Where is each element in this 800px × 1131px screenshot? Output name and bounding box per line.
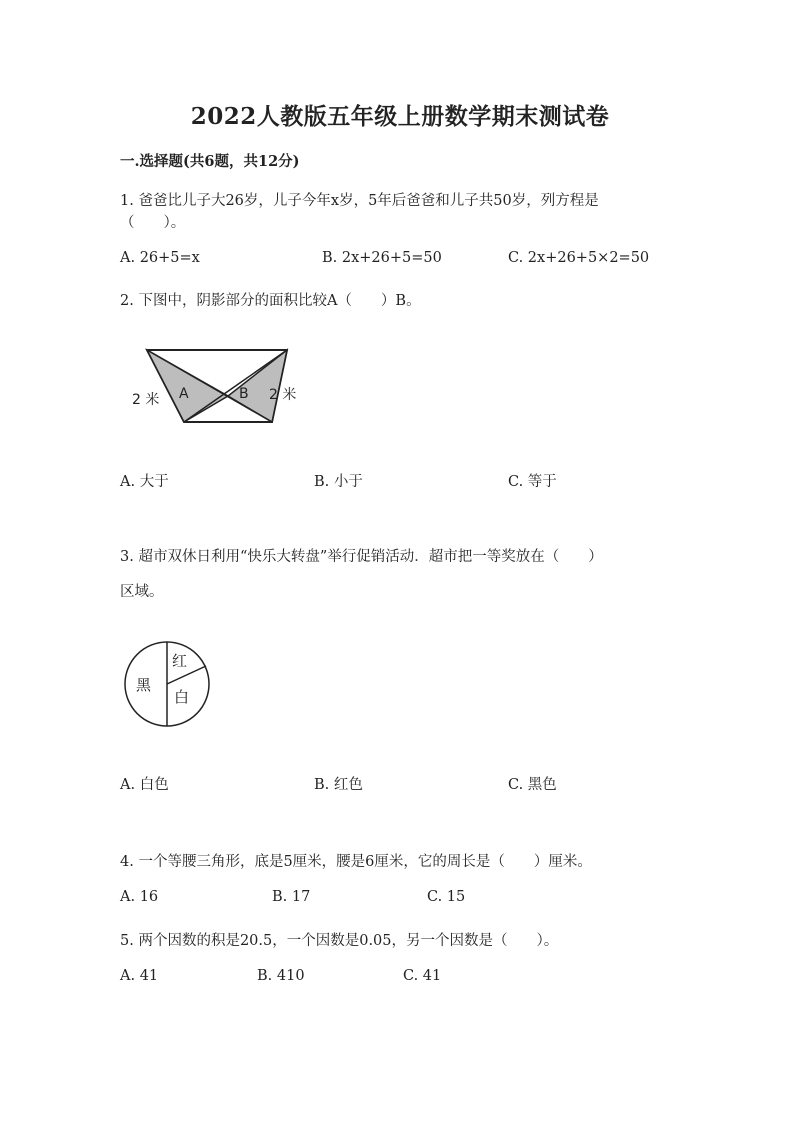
question-2-option-c[interactable]: C. 等于 — [508, 474, 557, 490]
question-5-option-c[interactable]: C. 41 — [403, 968, 442, 984]
section-heading: 一.选择题(共6题，共12分) — [120, 153, 300, 170]
question-4-option-b[interactable]: B. 17 — [272, 889, 311, 905]
question-2-option-a[interactable]: A. 大于 — [120, 474, 169, 490]
region-black-label: 黑 — [136, 676, 152, 694]
question-2-option-b[interactable]: B. 小于 — [314, 474, 363, 490]
question-1-option-a[interactable]: A. 26+5=x — [120, 250, 200, 266]
question-3-text-cont: 区域。 — [120, 584, 164, 600]
right-length-label: 2 米 — [269, 387, 297, 403]
label-a: A — [179, 386, 189, 402]
question-3-option-a[interactable]: A. 白色 — [120, 777, 169, 793]
question-1-text: 1. 爸爸比儿子大26岁，儿子今年x岁，5年后爸爸和儿子共50岁，列方程是 — [120, 193, 599, 209]
question-5-text: 5. 两个因数的积是20.5，一个因数是0.05，另一个因数是（ ）。 — [120, 933, 559, 949]
question-3-text: 3. 超市双休日利用“快乐大转盘”举行促销活动．超市把一等奖放在（ ） — [120, 549, 603, 565]
left-length-label: 2 米 — [132, 392, 160, 408]
question-4-option-c[interactable]: C. 15 — [427, 889, 466, 905]
question-1-option-c[interactable]: C. 2x+26+5×2=50 — [508, 250, 650, 266]
trapezoid-figure — [122, 340, 322, 430]
question-4-option-a[interactable]: A. 16 — [120, 889, 159, 905]
region-red-label: 红 — [172, 652, 188, 670]
question-1-text-cont: （ ）。 — [120, 215, 186, 231]
label-b: B — [239, 386, 249, 402]
question-1-option-b[interactable]: B. 2x+26+5=50 — [322, 250, 442, 266]
question-4-text: 4. 一个等腰三角形，底是5厘米，腰是6厘米，它的周长是（ ）厘米。 — [120, 854, 592, 870]
spinner-wheel-figure — [122, 638, 214, 730]
question-3-option-b[interactable]: B. 红色 — [314, 777, 363, 793]
question-3-option-c[interactable]: C. 黑色 — [508, 777, 557, 793]
question-2-text: 2. 下图中，阴影部分的面积比较A（ ）B。 — [120, 293, 421, 309]
region-white-label: 白 — [174, 688, 190, 706]
page-title: 2022人教版五年级上册数学期末测试卷 — [190, 103, 610, 130]
question-5-option-a[interactable]: A. 41 — [120, 968, 159, 984]
question-5-option-b[interactable]: B. 410 — [257, 968, 305, 984]
